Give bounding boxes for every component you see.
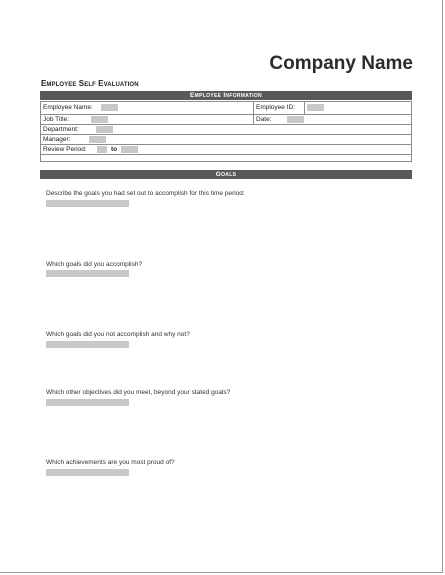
spacer-row <box>41 155 412 162</box>
table-row <box>41 125 412 135</box>
review-period-label: Review Period: <box>41 145 100 155</box>
manager-label: Manager: <box>41 135 100 145</box>
question-goals-accomplished: Which goals did you accomplish? <box>46 261 143 268</box>
section-header-label: Employee Information <box>190 92 262 99</box>
table-row <box>41 102 412 115</box>
date-label: Date: <box>254 115 305 125</box>
employee-id-label: Employee ID: <box>254 102 305 115</box>
employee-name-field[interactable] <box>99 102 254 115</box>
department-input[interactable] <box>96 126 113 133</box>
question-goals-not-accomplished: Which goals did you not accomplish and why not? <box>46 331 190 338</box>
answer-field-goals-not-accomplished[interactable] <box>46 341 129 348</box>
review-period-end-input[interactable] <box>121 146 138 153</box>
table-row <box>41 155 412 162</box>
question-achievements: Which achievements are you most proud of? <box>46 459 175 466</box>
job-title-label: Job Title: <box>41 115 100 125</box>
manager-field[interactable] <box>99 135 412 145</box>
job-title-input[interactable] <box>91 116 108 123</box>
section-header-label: Goals <box>215 171 237 178</box>
department-label: Department: <box>41 125 100 135</box>
answer-field-other-objectives[interactable] <box>46 399 129 406</box>
answer-field-goals-set[interactable] <box>46 200 129 207</box>
answer-field-achievements[interactable] <box>46 469 129 476</box>
job-title-field[interactable] <box>99 115 254 125</box>
document-title: Employee Self Evaluation <box>41 79 139 88</box>
manager-input[interactable] <box>89 136 106 143</box>
employee-name-label: Employee Name: <box>41 102 100 115</box>
employee-id-input[interactable] <box>307 104 324 111</box>
review-period-start-input[interactable] <box>97 146 107 153</box>
employee-name-input[interactable] <box>101 104 118 111</box>
question-goals-set: Describe the goals you had set out to accomplish for this time period: <box>46 190 245 197</box>
table-row <box>41 135 412 145</box>
table-row <box>41 145 412 155</box>
question-other-objectives: Which other objectives did you meet, beyond your stated goals? <box>46 389 231 396</box>
company-name: Company Name <box>269 53 413 74</box>
department-field[interactable] <box>99 125 412 135</box>
date-input[interactable] <box>287 116 304 123</box>
employee-id-field[interactable] <box>305 102 412 115</box>
table-row <box>41 115 412 125</box>
answer-field-goals-accomplished[interactable] <box>46 270 129 277</box>
section-header-goals <box>40 170 412 179</box>
review-period-field[interactable] <box>99 145 412 155</box>
employee-info-table <box>40 101 412 162</box>
section-header-employee-information <box>40 91 412 100</box>
date-field[interactable] <box>305 115 412 125</box>
review-period-to-label: to <box>111 146 118 153</box>
